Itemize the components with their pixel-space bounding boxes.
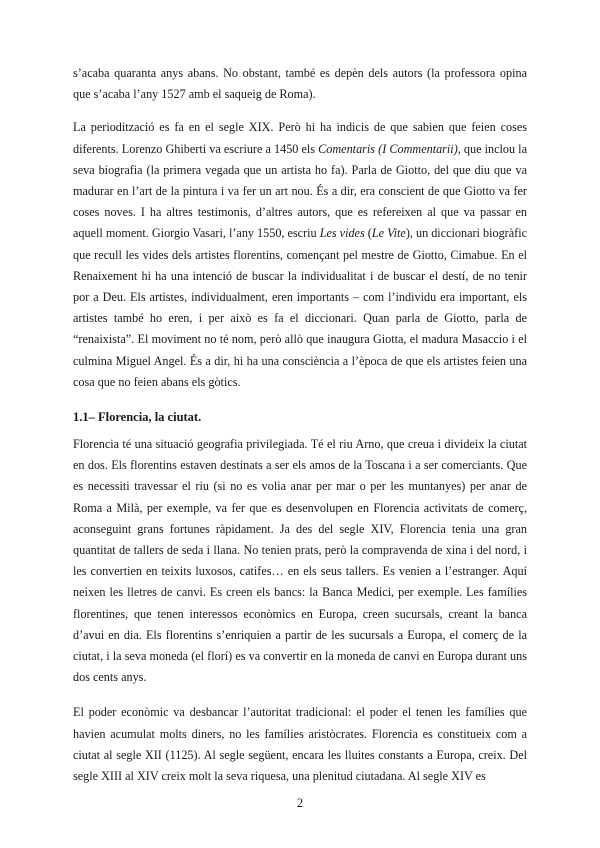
paragraph-economic-power: El poder econòmic va desbancar l’autoritat tradicional: el poder el tenen les famílies que havien acumulat molts diners, no les famílies aristòcrates. Florencia es constitueix com a ciutat al segle XII (1125). Al segle següent, encara les lluites constants a Europa, creix. Del segle XIII al XIV creix molt la seva riquesa, una plenitud ciutadana. Al segle XIV es [73,705,527,784]
text-run: La periodització es fa en el segle XIX. Però hi ha indicis de que sabien que feien coses diferents. Lorenzo Ghiberti va escriure a 1450 els [73,120,527,156]
section-heading: 1.1– Florencia, la ciutat. [73,410,202,425]
paragraph-periodization [73,117,527,393]
page-number: 2 [296,796,304,810]
paragraph-intro: s’acaba quaranta anys abans. No obstant, també es depèn dels autors (la professora opina que s’acaba l’any 1527 amb el saqueig de Roma). [73,66,527,102]
text-run: ( [364,226,372,241]
book-title-les-vides: Les vides [319,226,365,241]
text-run: , que inclou la seva biografia (la primera vegada que un artista ho fa). Parla de Giotto, del que diu que va madurar en l’art de la pintura i va fer un art nou. És a dir, era conscient de que Giotto va fer coses noves. I ha altres testimonis, d’altres autors, que es refereixen al que va passar en aquell moment. Giorgio Vasari, l’any 1550, escriu [73,141,527,241]
text-run: ), un diccionari biogràfic que recull les vides dels artistes florentins, començant pel mestre de Giotto, Cimabue. En el Renaixement hi ha una intenció de buscar la individualitat i de buscar el destí, de no tenir por a Deu. Els artistes, individualment, eren importants – com l’individu era important, els artistes també ho eren, i per això es fa el diccionari. Quan parla de Giotto, parla de “renaixista”. El moviment no té nom, però allò que inaugura Giotta, el madura Masaccio i el culmina Miguel Angel. És a dir, hi ha una consciència a l’època de que els artistes feien una cosa que no feien abans els gòtics. [73,226,527,389]
paragraph-florencia-geography: Florencia té una situació geografia privilegiada. Té el riu Arno, que creua i divideix la ciutat en dos. Els florentins estaven destinats a ser els amos de la Toscana i a ser comerciants. Que es necessiti travessar el riu (si no es volia anar per mar o per les muntanyes) per anar de Roma a Milà, per exemple, va fer que es desenvolupen en Florencia activitats de comerç, aconseguint grans fortunes ràpidament. Ja des del segle XIV, Florencia tenia una gran quantitat de tallers de seda i llana. No tenien prats, però la compravenda de xina i del nord, i les convertien en teixits luxosos, catifes… en els seus tallers. Es venien a l’estranger. Aquí neixen les lletres de canvi. Es creen els bancs: la Banca Medici, per exemple. Les famílies florentines, que tenen interessos econòmics en Europa, creen sucursals, creant la banca d’avui en dia. Els florentins s’enriquien a partir de les sucursals a Europa, el comerç de la ciutat, i la seva moneda (el florí) es va convertir en la moneda de canvi en Europa durant uns dos cents anys. [73,437,527,685]
book-title-comentaris: Comentaris (I Commentarii) [318,141,458,156]
page-content [73,63,527,801]
book-title-le-vite: Le Vite [371,226,406,241]
